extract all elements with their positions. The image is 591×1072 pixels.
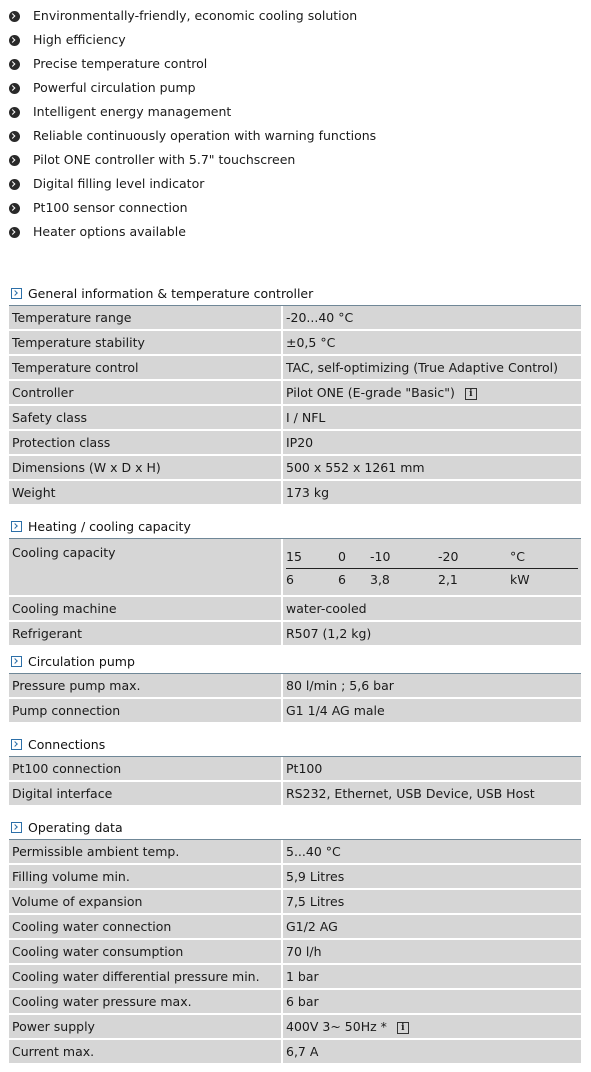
spec-label: Power supply [9, 1014, 282, 1039]
bullet-arrow-icon [9, 107, 20, 118]
table-row [9, 698, 581, 723]
spec-value: 500 x 552 x 1261 mm [282, 455, 581, 480]
section-header[interactable] [9, 649, 581, 674]
section-general [9, 281, 581, 506]
table-row [9, 355, 581, 380]
bullet-arrow-icon [9, 83, 20, 94]
spec-value: ±0,5 °C [282, 330, 581, 355]
table-row [9, 330, 581, 355]
bullet-arrow-icon [9, 131, 20, 142]
section-header[interactable] [9, 815, 581, 840]
table-row [9, 405, 581, 430]
table-row [9, 757, 581, 781]
spec-label: Filling volume min. [9, 864, 282, 889]
spec-label: Cooling capacity [9, 539, 282, 596]
feature-item [9, 172, 376, 196]
feature-item [9, 220, 376, 244]
info-icon[interactable]: i [397, 1022, 409, 1034]
feature-text: Digital filling level indicator [33, 176, 205, 191]
spec-value: 6,7 A [282, 1039, 581, 1064]
spec-label: Cooling machine [9, 596, 282, 621]
section-header[interactable] [9, 732, 581, 757]
table-row [9, 1039, 581, 1064]
spec-value: 1 bar [282, 964, 581, 989]
spec-value: 6 bar [282, 989, 581, 1014]
spec-label: Dimensions (W x D x H) [9, 455, 282, 480]
bullet-arrow-icon [9, 35, 20, 46]
spec-label: Cooling water consumption [9, 939, 282, 964]
feature-list [9, 4, 376, 244]
expand-arrow-icon[interactable] [11, 739, 22, 750]
capacity-power: 3,8 [370, 572, 390, 587]
table-row [9, 864, 581, 889]
bullet-arrow-icon [9, 11, 20, 22]
spec-table [9, 840, 581, 1065]
table-row [9, 889, 581, 914]
spec-label: Temperature control [9, 355, 282, 380]
capacity-temp: -10 [370, 546, 438, 569]
cooling-capacity-values [282, 539, 581, 596]
expand-arrow-icon[interactable] [11, 521, 22, 532]
spec-label: Digital interface [9, 781, 282, 806]
feature-item [9, 52, 376, 76]
feature-text: Precise temperature control [33, 56, 208, 71]
spec-label: Refrigerant [9, 621, 282, 646]
spec-label: Temperature range [9, 306, 282, 330]
feature-text: Pt100 sensor connection [33, 200, 188, 215]
feature-item [9, 76, 376, 100]
spec-value: 5...40 °C [282, 840, 581, 864]
capacity-temp-row [286, 546, 578, 569]
spec-label: Pump connection [9, 698, 282, 723]
section-operating-data [9, 815, 581, 1065]
feature-text: High efficiency [33, 32, 126, 47]
spec-value: TAC, self-optimizing (True Adaptive Control) [282, 355, 581, 380]
table-row [9, 306, 581, 330]
feature-text: Intelligent energy management [33, 104, 232, 119]
bullet-arrow-icon [9, 227, 20, 238]
table-row [9, 1014, 581, 1039]
table-row [9, 939, 581, 964]
spec-label: Permissible ambient temp. [9, 840, 282, 864]
section-title: Circulation pump [28, 653, 135, 669]
spec-label: Weight [9, 480, 282, 505]
capacity-temp: -20 [438, 546, 510, 569]
table-row [9, 455, 581, 480]
table-row [9, 840, 581, 864]
spec-table [9, 757, 581, 807]
spec-label: Protection class [9, 430, 282, 455]
section-header[interactable] [9, 281, 581, 306]
feature-item [9, 124, 376, 148]
spec-table [9, 306, 581, 506]
spec-label: Pt100 connection [9, 757, 282, 781]
table-row [9, 781, 581, 806]
capacity-power-row [286, 568, 578, 591]
section-circulation-pump [9, 649, 581, 724]
spec-label: Temperature stability [9, 330, 282, 355]
spec-value: 5,9 Litres [282, 864, 581, 889]
bullet-arrow-icon [9, 59, 20, 70]
controller-value: Pilot ONE (E-grade "Basic") [286, 385, 455, 400]
spec-label: Cooling water pressure max. [9, 989, 282, 1014]
spec-label: Volume of expansion [9, 889, 282, 914]
spec-value: R507 (1,2 kg) [282, 621, 581, 646]
spec-label: Cooling water differential pressure min. [9, 964, 282, 989]
expand-arrow-icon[interactable] [11, 656, 22, 667]
table-row [9, 596, 581, 621]
spec-value: 70 l/h [282, 939, 581, 964]
spec-label: Current max. [9, 1039, 282, 1064]
spec-label: Cooling water connection [9, 914, 282, 939]
capacity-power: 6 [286, 572, 294, 587]
spec-value [282, 380, 581, 405]
section-title: Operating data [28, 819, 123, 835]
feature-text: Heater options available [33, 224, 186, 239]
spec-value: 173 kg [282, 480, 581, 505]
spec-value: 80 l/min ; 5,6 bar [282, 674, 581, 698]
section-title: Connections [28, 736, 106, 752]
section-title: General information & temperature controller [28, 285, 314, 301]
expand-arrow-icon[interactable] [11, 288, 22, 299]
table-row [9, 989, 581, 1014]
table-row [9, 964, 581, 989]
capacity-table [286, 546, 578, 591]
spec-value: -20...40 °C [282, 306, 581, 330]
table-row [9, 480, 581, 505]
table-row [9, 539, 581, 596]
feature-text: Environmentally-friendly, economic cooling solution [33, 8, 358, 23]
table-row [9, 621, 581, 646]
capacity-power: 2,1 [438, 572, 458, 587]
spec-value: 7,5 Litres [282, 889, 581, 914]
feature-item [9, 28, 376, 52]
spec-label: Pressure pump max. [9, 674, 282, 698]
info-icon[interactable]: i [465, 388, 477, 400]
bullet-arrow-icon [9, 179, 20, 190]
capacity-temp: 15 [286, 546, 338, 569]
spec-value: RS232, Ethernet, USB Device, USB Host [282, 781, 581, 806]
spec-value: water-cooled [282, 596, 581, 621]
section-heating-cooling [9, 514, 581, 647]
spec-value: IP20 [282, 430, 581, 455]
spec-label: Safety class [9, 405, 282, 430]
feature-item [9, 4, 376, 28]
capacity-unit: °C [510, 546, 578, 569]
spec-label: Controller [9, 380, 282, 405]
table-row [9, 380, 581, 405]
feature-text: Reliable continuously operation with warning functions [33, 128, 377, 143]
table-row [9, 430, 581, 455]
bullet-arrow-icon [9, 203, 20, 214]
feature-text: Powerful circulation pump [33, 80, 196, 95]
section-connections [9, 732, 581, 807]
spec-value: G1 1/4 AG male [282, 698, 581, 723]
table-row [9, 914, 581, 939]
capacity-power: 6 [338, 572, 346, 587]
spec-table [9, 539, 581, 647]
spec-table [9, 674, 581, 724]
feature-item [9, 100, 376, 124]
feature-item [9, 148, 376, 172]
bullet-arrow-icon [9, 155, 20, 166]
table-row [9, 674, 581, 698]
feature-text: Pilot ONE controller with 5.7" touchscreen [33, 152, 296, 167]
spec-value: G1/2 AG [282, 914, 581, 939]
capacity-temp: 0 [338, 546, 370, 569]
feature-item [9, 196, 376, 220]
power-supply-value: 400V 3~ 50Hz * [286, 1019, 387, 1034]
capacity-unit: kW [510, 572, 530, 587]
section-title: Heating / cooling capacity [28, 518, 191, 534]
spec-value: I / NFL [282, 405, 581, 430]
spec-value [282, 1014, 581, 1039]
expand-arrow-icon[interactable] [11, 822, 22, 833]
section-header[interactable] [9, 514, 581, 539]
spec-value: Pt100 [282, 757, 581, 781]
